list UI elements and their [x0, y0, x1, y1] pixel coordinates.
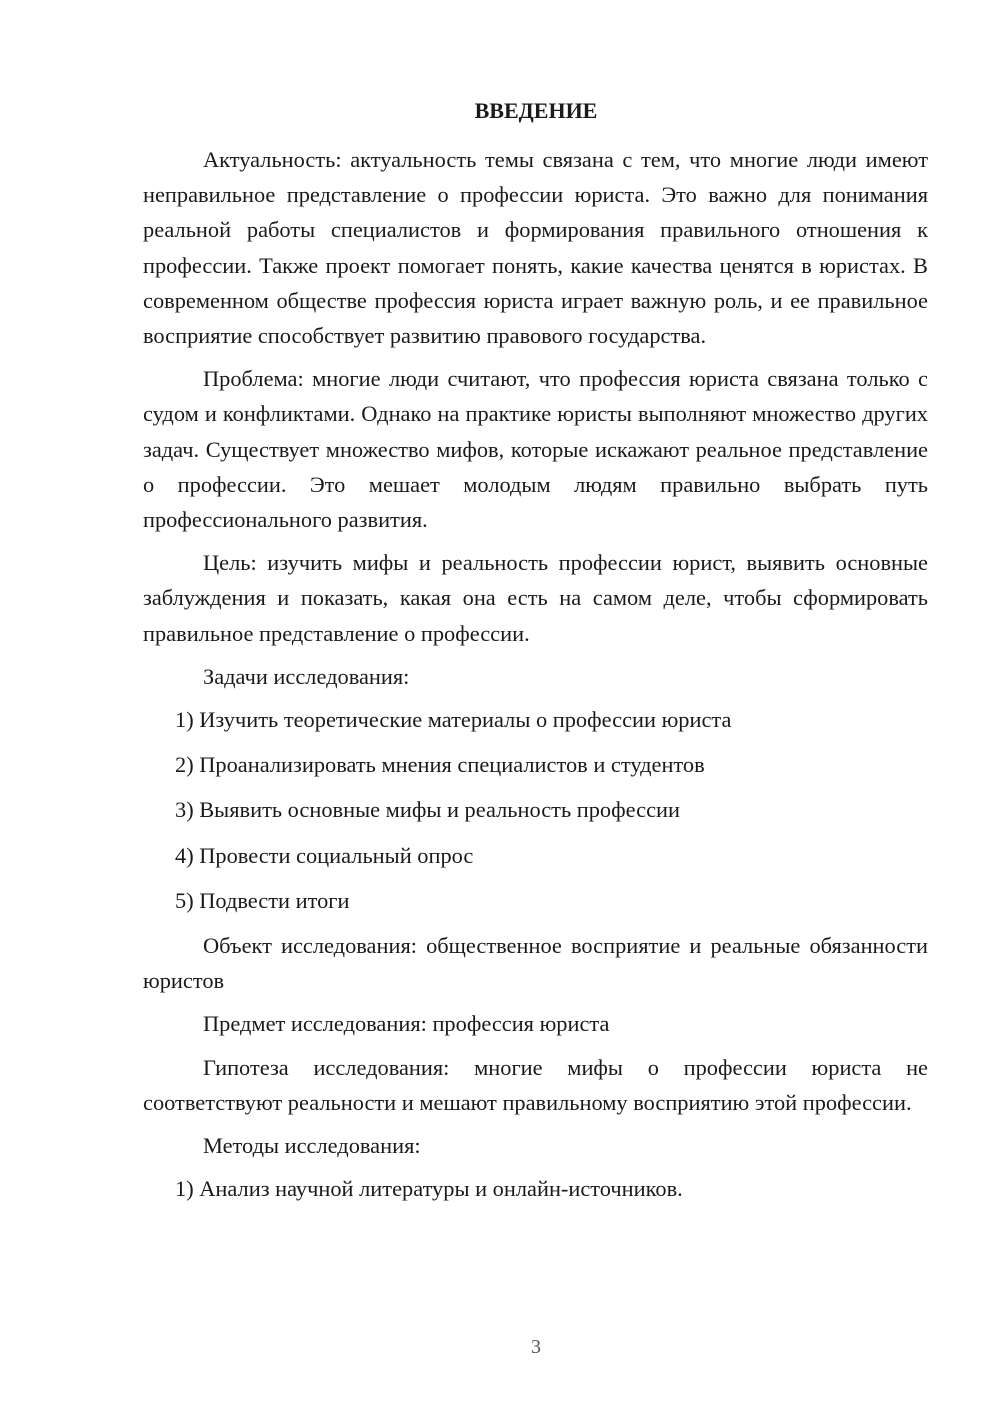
list-item: 5) Подвести итоги — [175, 887, 350, 913]
list-item: 4) Провести социальный опрос — [175, 842, 474, 868]
tasks-heading: Задачи исследования: — [203, 663, 410, 689]
document-body — [143, 142, 928, 1216]
methods-heading: Методы исследования: — [203, 1133, 421, 1159]
paragraph-relevance: Актуальность: актуальность темы связана с тем, что многие люди имеют неправильное представление о профессии юриста. Это важно для понимания реальной работы специалистов и формирования правильного отношения к профессии. Также проект помогает понять, какие качества ценятся в юристах. В современном обществе профессия юриста играет важную роль, и ее правильное восприятие способствует развитию правового государства. — [143, 147, 928, 349]
page-number: 3 — [531, 1336, 541, 1358]
methods-list — [143, 1171, 928, 1206]
paragraph-goal: Цель: изучить мифы и реальность профессии юрист, выявить основные заблуждения и показать, какая она есть на самом деле, чтобы сформировать правильное представление о профессии. — [143, 550, 928, 646]
list-item: 1) Изучить теоретические материалы о профессии юриста — [175, 707, 732, 733]
paragraph-subject: Предмет исследования: профессия юриста — [203, 1011, 610, 1037]
paragraph-hypothesis: Гипотеза исследования: многие мифы о профессии юриста не соответствуют реальности и мешают правильному восприятию этой профессии. — [143, 1054, 928, 1115]
paragraph-object: Объект исследования: общественное восприятие и реальные обязанности юристов — [143, 933, 928, 994]
page-title: ВВЕДЕНИЕ — [474, 98, 598, 123]
tasks-list — [143, 702, 928, 918]
paragraph-problem: Проблема: многие люди считают, что профессия юриста связана только с судом и конфликтами. Однако на практике юристы выполняют множество других задач. Существует множество мифов, которые искажают реальное представление о профессии. Это мешает молодым людям правильно выбрать путь профессионального развития. — [143, 366, 928, 533]
list-item: 3) Выявить основные мифы и реальность профессии — [175, 797, 680, 823]
list-item: 1) Анализ научной литературы и онлайн-источников. — [175, 1176, 683, 1202]
list-item: 2) Проанализировать мнения специалистов и студентов — [175, 752, 705, 778]
